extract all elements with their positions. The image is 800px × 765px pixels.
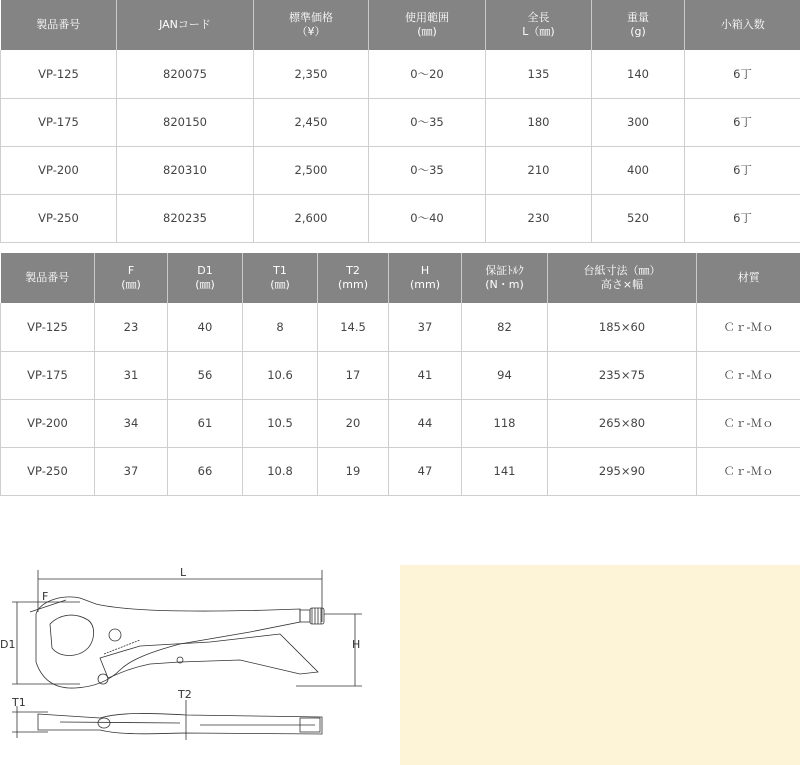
column-header bbox=[318, 253, 389, 303]
table-cell: 34 bbox=[95, 399, 168, 447]
table-cell: 23 bbox=[95, 303, 168, 351]
table-cell: 8 bbox=[243, 303, 318, 351]
table-cell: 31 bbox=[95, 351, 168, 399]
column-header-text: (mm) bbox=[409, 278, 440, 291]
column-header-text: L（㎜) bbox=[522, 25, 555, 38]
table-cell: 135 bbox=[486, 50, 592, 98]
table-cell: 47 bbox=[389, 447, 462, 495]
column-header-text: 高さ×幅 bbox=[600, 278, 644, 291]
table-cell: Ｃｒ-Ｍｏ bbox=[697, 303, 800, 351]
table-cell: 118 bbox=[462, 399, 548, 447]
table-row bbox=[1, 303, 800, 351]
table-cell: 265×80 bbox=[548, 399, 697, 447]
table-cell: 17 bbox=[318, 351, 389, 399]
table-cell: 180 bbox=[486, 98, 592, 146]
column-header-text: 保証ﾄﾙｸ bbox=[485, 264, 524, 277]
table-header-row bbox=[1, 253, 800, 303]
column-header bbox=[548, 253, 697, 303]
table-row bbox=[1, 194, 800, 242]
column-header bbox=[1, 0, 117, 50]
dim-label-t2: T2 bbox=[178, 688, 192, 701]
table-cell: 0～20 bbox=[369, 50, 486, 98]
column-header-text: 製品番号 bbox=[36, 18, 81, 31]
dim-label-t1: T1 bbox=[12, 696, 26, 709]
column-header-text: (㎜) bbox=[417, 25, 437, 38]
table-cell: 235×75 bbox=[548, 351, 697, 399]
table-cell: 0～35 bbox=[369, 146, 486, 194]
column-header-text: D1 bbox=[197, 264, 213, 277]
table-cell: 19 bbox=[318, 447, 389, 495]
dim-label-h: H bbox=[352, 638, 361, 651]
table-cell: 66 bbox=[168, 447, 243, 495]
column-header-text: 標準価格 bbox=[289, 11, 333, 24]
table-header-row bbox=[1, 0, 800, 50]
table-cell: 820235 bbox=[117, 194, 254, 242]
spec-table-1 bbox=[0, 0, 800, 243]
plier-dimension-diagram bbox=[0, 562, 365, 762]
table-cell: 44 bbox=[389, 399, 462, 447]
column-header bbox=[462, 253, 548, 303]
table-cell: 400 bbox=[592, 146, 685, 194]
spec-table-2 bbox=[0, 253, 800, 496]
column-header bbox=[369, 0, 486, 50]
table-cell: 37 bbox=[95, 447, 168, 495]
table-cell: Ｃｒ-Ｍｏ bbox=[697, 351, 800, 399]
table-cell: 140 bbox=[592, 50, 685, 98]
table-row bbox=[1, 146, 800, 194]
table-cell: 300 bbox=[592, 98, 685, 146]
table-cell: 41 bbox=[389, 351, 462, 399]
column-header bbox=[697, 253, 800, 303]
table-cell: VP-125 bbox=[1, 303, 95, 351]
table-row bbox=[1, 447, 800, 495]
table-cell: 6丁 bbox=[685, 98, 800, 146]
column-header-text: F bbox=[127, 264, 135, 277]
table-cell: 2,600 bbox=[254, 194, 369, 242]
table-cell: 61 bbox=[168, 399, 243, 447]
column-header-text: (㎜) bbox=[195, 278, 215, 291]
column-header bbox=[117, 0, 254, 50]
table-cell: 0～40 bbox=[369, 194, 486, 242]
table-row bbox=[1, 351, 800, 399]
table-cell: 820075 bbox=[117, 50, 254, 98]
table-cell: 6丁 bbox=[685, 146, 800, 194]
table-cell: VP-175 bbox=[1, 98, 117, 146]
column-header bbox=[592, 0, 685, 50]
table-row bbox=[1, 50, 800, 98]
table-cell: 6丁 bbox=[685, 50, 800, 98]
column-header-text: 重量 bbox=[627, 11, 649, 24]
dim-label-d1: D1 bbox=[0, 638, 16, 651]
table-cell: 82 bbox=[462, 303, 548, 351]
table-cell: VP-200 bbox=[1, 399, 95, 447]
column-header-text: H bbox=[420, 264, 430, 277]
table-cell: 230 bbox=[486, 194, 592, 242]
column-header-text: (㎜) bbox=[121, 278, 141, 291]
column-header-text: 製品番号 bbox=[25, 271, 70, 284]
table-cell: Ｃｒ-Ｍｏ bbox=[697, 447, 800, 495]
column-header-text: (g) bbox=[630, 25, 646, 38]
table-row bbox=[1, 98, 800, 146]
column-header bbox=[254, 0, 369, 50]
table-cell: VP-200 bbox=[1, 146, 117, 194]
column-header-text: JANコード bbox=[159, 18, 211, 31]
table-cell: 40 bbox=[168, 303, 243, 351]
table-cell: 94 bbox=[462, 351, 548, 399]
column-header-text: （¥） bbox=[296, 25, 326, 38]
column-header-text: 台紙寸法（㎜） bbox=[583, 264, 661, 277]
table-cell: 520 bbox=[592, 194, 685, 242]
column-header-text: T2 bbox=[346, 264, 360, 277]
table-cell: 10.8 bbox=[243, 447, 318, 495]
table-cell: 10.5 bbox=[243, 399, 318, 447]
column-header bbox=[389, 253, 462, 303]
column-header-text: 小箱入数 bbox=[720, 18, 765, 31]
table-cell: 37 bbox=[389, 303, 462, 351]
table-cell: 6丁 bbox=[685, 194, 800, 242]
note-panel bbox=[400, 565, 800, 765]
table-cell: 14.5 bbox=[318, 303, 389, 351]
table-row bbox=[1, 399, 800, 447]
column-header-text: (mm) bbox=[337, 278, 368, 291]
column-header-text: (㎜) bbox=[270, 278, 290, 291]
table-cell: 820150 bbox=[117, 98, 254, 146]
column-header-text: 全長 bbox=[527, 11, 550, 24]
table-cell: 141 bbox=[462, 447, 548, 495]
dim-label-f: F bbox=[42, 590, 49, 603]
table-cell: 56 bbox=[168, 351, 243, 399]
column-header bbox=[486, 0, 592, 50]
column-header-text: (N・m) bbox=[485, 278, 524, 291]
table-cell: 10.6 bbox=[243, 351, 318, 399]
table-cell: 185×60 bbox=[548, 303, 697, 351]
column-header bbox=[685, 0, 800, 50]
column-header-text: 使用範囲 bbox=[405, 11, 449, 24]
table-cell: VP-250 bbox=[1, 194, 117, 242]
column-header bbox=[243, 253, 318, 303]
table-cell: VP-250 bbox=[1, 447, 95, 495]
table-cell: VP-175 bbox=[1, 351, 95, 399]
column-header-text: T1 bbox=[273, 264, 287, 277]
table-cell: 2,500 bbox=[254, 146, 369, 194]
column-header bbox=[1, 253, 95, 303]
table-cell: 2,450 bbox=[254, 98, 369, 146]
table-cell: 0～35 bbox=[369, 98, 486, 146]
table-cell: 2,350 bbox=[254, 50, 369, 98]
column-header bbox=[95, 253, 168, 303]
dim-label-l: L bbox=[180, 566, 187, 579]
table-cell: 210 bbox=[486, 146, 592, 194]
table-cell: 20 bbox=[318, 399, 389, 447]
table-cell: Ｃｒ-Ｍｏ bbox=[697, 399, 800, 447]
table-cell: VP-125 bbox=[1, 50, 117, 98]
column-header-text: 材質 bbox=[737, 271, 760, 284]
table-cell: 295×90 bbox=[548, 447, 697, 495]
column-header bbox=[168, 253, 243, 303]
table-cell: 820310 bbox=[117, 146, 254, 194]
